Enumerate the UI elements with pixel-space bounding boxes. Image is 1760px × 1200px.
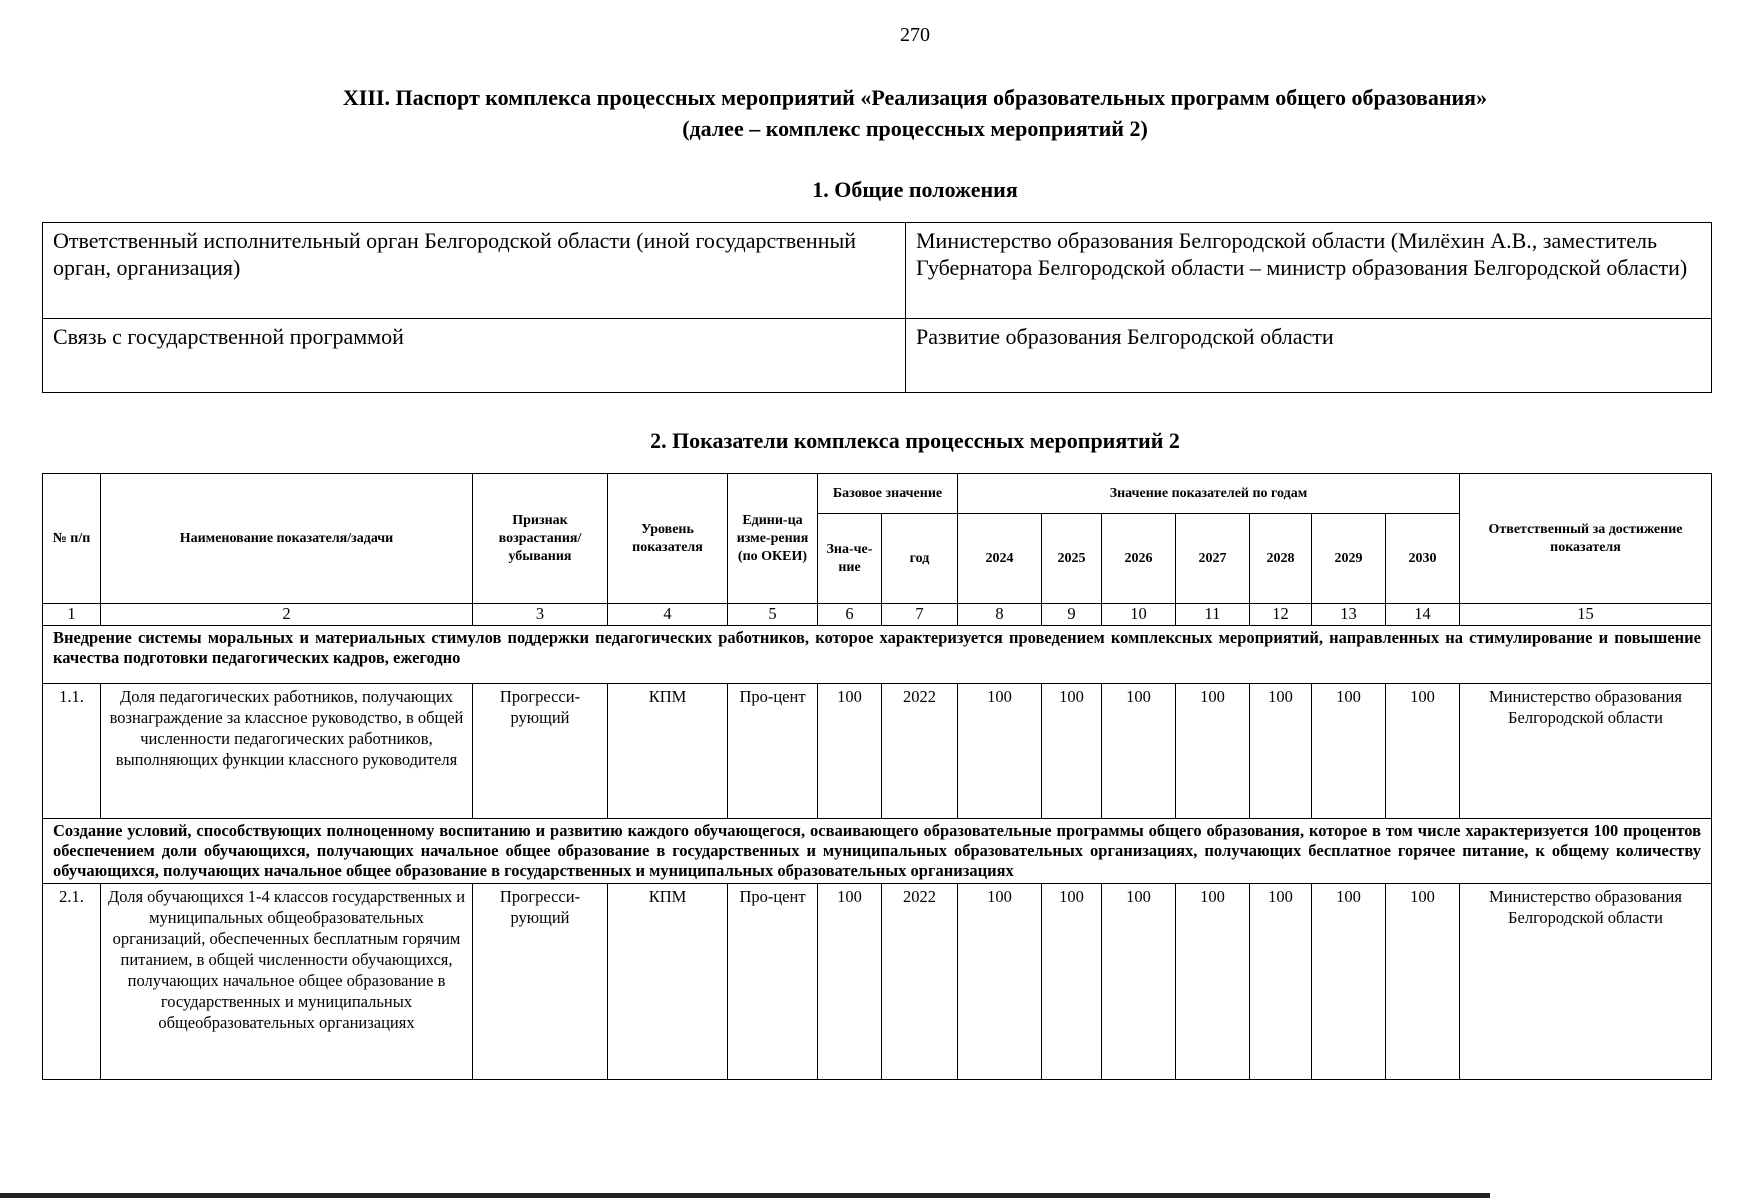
- task-text: Создание условий, способствующих полноценному воспитанию и развитию каждого обучающегося, осваивающего образовательные программы общего образования, которое в том числе характеризуется 100 процентов обеспечением доли обучающихся, получающих начальное общее образование в государственных и муниципальных образовательных организациях, получающих бесплатное горячее питание, к общему количеству обучающихся, получающих начальное общее образование в государственных и муниципальных образовательных организациях: [43, 819, 1712, 884]
- header-years-group: Значение показателей по годам: [958, 474, 1460, 514]
- indicator-trend: Прогресси-рующий: [473, 884, 608, 1080]
- document-title-line-2: (далее – комплекс процессных мероприятий 2): [682, 116, 1148, 141]
- column-number: 1: [43, 604, 101, 626]
- general-label: Ответственный исполнительный орган Белгородской области (иной государственный орган, организация): [43, 223, 906, 319]
- column-number: 15: [1460, 604, 1712, 626]
- header-level: Уровень показателя: [608, 474, 728, 604]
- indicator-year-value: 100: [1176, 884, 1250, 1080]
- indicator-year-value: 100: [1042, 884, 1102, 1080]
- header-name: Наименование показателя/задачи: [101, 474, 473, 604]
- indicator-name: Доля педагогических работников, получающих вознаграждение за классное руководство, в общей численности педагогических работников, выполняющих функции классного руководителя: [101, 684, 473, 819]
- header-year: 2026: [1102, 514, 1176, 604]
- indicator-year-value: 100: [1102, 884, 1176, 1080]
- column-number: 6: [818, 604, 882, 626]
- column-number: 11: [1176, 604, 1250, 626]
- header-year: 2029: [1312, 514, 1386, 604]
- general-provisions-table: [42, 222, 1712, 393]
- general-row: [43, 223, 1712, 319]
- general-value: Министерство образования Белгородской области (Милёхин А.В., заместитель Губернатора Белгородской области – министр образования Белгородской области): [906, 223, 1712, 319]
- indicator-row: [43, 884, 1712, 1080]
- indicator-year-value: 100: [1386, 684, 1460, 819]
- column-number: 10: [1102, 604, 1176, 626]
- document-title: [150, 82, 1680, 144]
- header-num: № п/п: [43, 474, 101, 604]
- indicator-num: 2.1.: [43, 884, 101, 1080]
- indicator-responsible: Министерство образования Белгородской области: [1460, 884, 1712, 1080]
- general-row: [43, 319, 1712, 393]
- column-number: 9: [1042, 604, 1102, 626]
- indicator-year-value: 100: [1102, 684, 1176, 819]
- indicator-base-value: 100: [818, 884, 882, 1080]
- header-responsible: Ответственный за достижение показателя: [1460, 474, 1712, 604]
- indicator-unit: Про-цент: [728, 884, 818, 1080]
- indicator-level: КПМ: [608, 884, 728, 1080]
- indicator-year-value: 100: [958, 684, 1042, 819]
- indicator-base-year: 2022: [882, 884, 958, 1080]
- indicator-year-value: 100: [1312, 884, 1386, 1080]
- header-year: 2027: [1176, 514, 1250, 604]
- indicator-year-value: 100: [1312, 684, 1386, 819]
- section-1-heading: 1. Общие положения: [812, 177, 1018, 202]
- column-number: 7: [882, 604, 958, 626]
- indicator-num: 1.1.: [43, 684, 101, 819]
- indicators-table: [42, 473, 1712, 1080]
- indicator-unit: Про-цент: [728, 684, 818, 819]
- column-number: 8: [958, 604, 1042, 626]
- header-year: 2025: [1042, 514, 1102, 604]
- column-numbers-row: [43, 604, 1712, 626]
- task-row: [43, 819, 1712, 884]
- column-number: 5: [728, 604, 818, 626]
- general-label: Связь с государственной программой: [43, 319, 906, 393]
- indicator-base-value: 100: [818, 684, 882, 819]
- column-number: 13: [1312, 604, 1386, 626]
- header-trend: Признак возрастания/ убывания: [473, 474, 608, 604]
- column-number: 14: [1386, 604, 1460, 626]
- header-unit: Едини-ца изме-рения (по ОКЕИ): [728, 474, 818, 604]
- header-row-1: [43, 474, 1712, 514]
- indicator-trend: Прогресси-рующий: [473, 684, 608, 819]
- indicator-name: Доля обучающихся 1-4 классов государственных и муниципальных общеобразовательных организаций, обеспеченных бесплатным горячим питанием, в общей численности обучающихся, получающих начальное общее образование в государственных и муниципальных общеобразовательных организациях: [101, 884, 473, 1080]
- indicator-year-value: 100: [1250, 884, 1312, 1080]
- indicator-year-value: 100: [1250, 684, 1312, 819]
- header-year: 2028: [1250, 514, 1312, 604]
- header-base-value: Зна-че-ние: [818, 514, 882, 604]
- document-title-line-1: XIII. Паспорт комплекса процессных мероприятий «Реализация образовательных программ общего образования»: [342, 85, 1488, 110]
- indicator-year-value: 100: [1042, 684, 1102, 819]
- indicator-row: [43, 684, 1712, 819]
- task-text: Внедрение системы моральных и материальных стимулов поддержки педагогических работников, которое характеризуется проведением комплексных мероприятий, направленных на стимулирование и повышение качества подготовки педагогических кадров, ежегодно: [43, 626, 1712, 684]
- section-2-heading: 2. Показатели комплекса процессных мероприятий 2: [650, 428, 1180, 453]
- page-number: 270: [900, 24, 930, 46]
- indicator-year-value: 100: [958, 884, 1042, 1080]
- header-base-year: год: [882, 514, 958, 604]
- header-year: 2024: [958, 514, 1042, 604]
- indicator-year-value: 100: [1386, 884, 1460, 1080]
- header-base: Базовое значение: [818, 474, 958, 514]
- indicator-level: КПМ: [608, 684, 728, 819]
- general-value: Развитие образования Белгородской области: [906, 319, 1712, 393]
- scan-edge-divider: [0, 1193, 1490, 1198]
- column-number: 12: [1250, 604, 1312, 626]
- indicator-responsible: Министерство образования Белгородской области: [1460, 684, 1712, 819]
- header-year: 2030: [1386, 514, 1460, 604]
- task-row: [43, 626, 1712, 684]
- column-number: 4: [608, 604, 728, 626]
- column-number: 3: [473, 604, 608, 626]
- indicator-year-value: 100: [1176, 684, 1250, 819]
- indicator-base-year: 2022: [882, 684, 958, 819]
- column-number: 2: [101, 604, 473, 626]
